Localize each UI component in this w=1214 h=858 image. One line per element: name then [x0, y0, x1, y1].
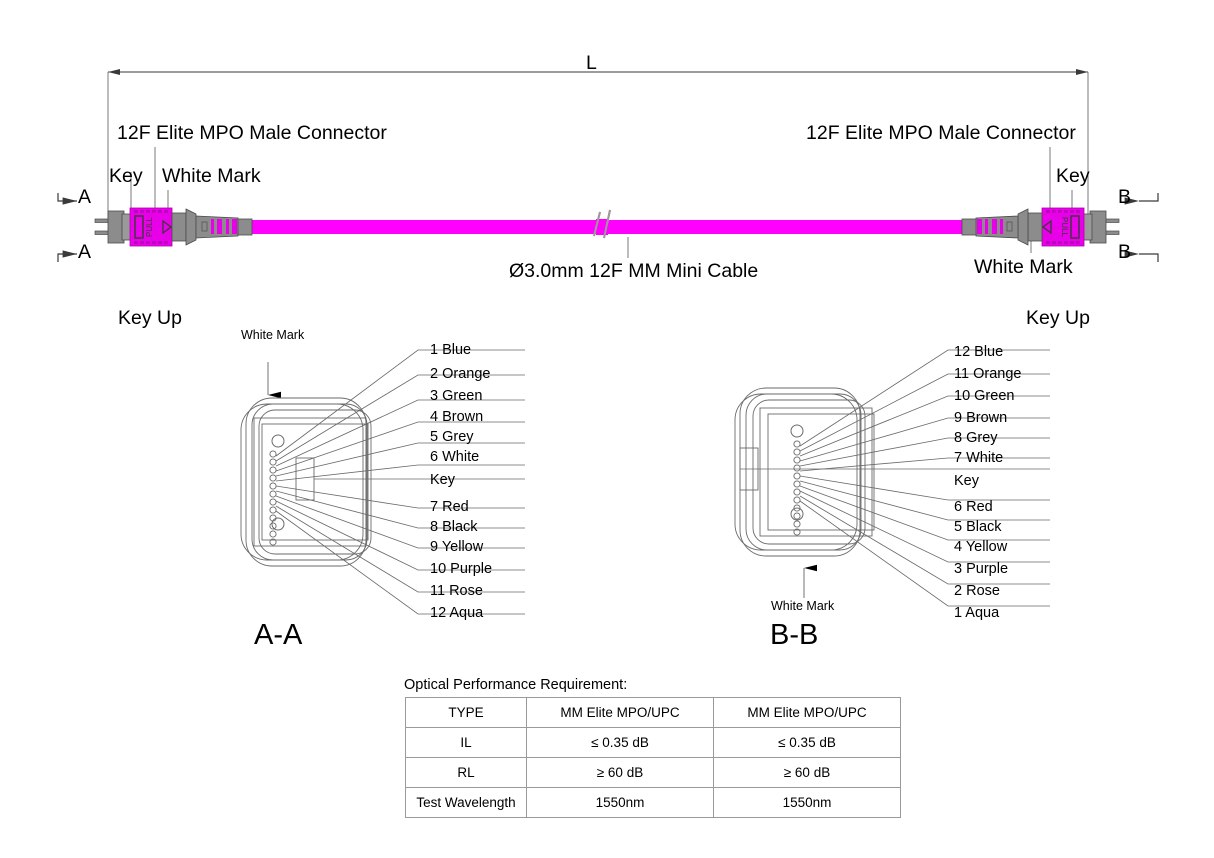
left-connector-label: 12F Elite MPO Male Connector — [117, 122, 387, 144]
table-cell-rl-label: RL — [406, 758, 527, 788]
section-a-fiber-label-2: 2 Orange — [430, 366, 491, 382]
section-a-fiber-label-8: 8 Black — [430, 519, 478, 535]
section-b-fiber-label-12: 1 Aqua — [954, 605, 1000, 621]
section-marker-a-top — [58, 193, 77, 201]
table-cell-wavelength-a: 1550nm — [527, 788, 714, 818]
dimension-label-L: L — [586, 52, 597, 74]
section-a-fiber-label-10: 10 Purple — [430, 561, 493, 577]
right-connector — [962, 208, 1119, 246]
section-b-fiber-label-2: 11 Orange — [954, 366, 1022, 382]
table-cell-il-b: ≤ 0.35 dB — [714, 728, 901, 758]
table-header-end-a: MM Elite MPO/UPC — [527, 698, 714, 728]
table-cell-il-label: IL — [406, 728, 527, 758]
section-a-fiber-label-3: 3 Green — [430, 388, 483, 404]
table-cell-rl-a: ≥ 60 dB — [527, 758, 714, 788]
section-a-fiber-label-5: 5 Grey — [430, 429, 474, 445]
table-row — [406, 788, 901, 818]
section-b-fiber-label-10: 3 Purple — [954, 561, 1009, 577]
section-marker-a-bottom-label: A — [78, 241, 92, 263]
right-connector-label: 12F Elite MPO Male Connector — [806, 122, 1076, 144]
section-b-fiber-label-7: 6 Red — [954, 499, 993, 515]
section-a-fiber-label-9: 9 Yellow — [430, 539, 484, 555]
cable-label: Ø3.0mm 12F MM Mini Cable — [509, 260, 759, 282]
section-b-fiber-label-1: 12 Blue — [954, 344, 1004, 360]
section-a-title: A-A — [254, 619, 303, 651]
section-marker-b-top-label: B — [1118, 186, 1132, 208]
section-b-key-label: Key — [954, 473, 979, 489]
section-a-key-label: Key — [430, 472, 455, 488]
section-b-title: B-B — [770, 619, 819, 651]
table-row — [406, 758, 901, 788]
section-a-fiber-label-4: 4 Brown — [430, 409, 484, 425]
section-b-fiber-label-11: 2 Rose — [954, 583, 1000, 599]
pull-tab-text-right: PULL — [1060, 216, 1069, 238]
right-white-mark-label: White Mark — [974, 256, 1073, 278]
section-b-fiber-label-4: 9 Brown — [954, 410, 1008, 426]
section-b-fiber-label-5: 8 Grey — [954, 430, 998, 446]
section-a-key-tab — [296, 458, 314, 500]
table-header-row — [406, 698, 901, 728]
table-cell-rl-b: ≥ 60 dB — [714, 758, 901, 788]
cable-assembly-view — [0, 0, 1214, 300]
section-marker-a-top-label: A — [78, 186, 92, 208]
section-a-fiber-label-6: 6 White — [430, 449, 480, 465]
left-key-label: Key — [109, 165, 143, 187]
section-marker-b-bottom — [1139, 254, 1158, 262]
section-b-fiber-label-6: 7 White — [954, 450, 1004, 466]
section-marker-a-bottom — [58, 254, 77, 262]
table-cell-wavelength-b: 1550nm — [714, 788, 901, 818]
spec-table-caption: Optical Performance Requirement: — [404, 677, 628, 693]
table-header-end-b: MM Elite MPO/UPC — [714, 698, 901, 728]
pull-tab-text-left: PULL — [145, 216, 154, 238]
section-b-fiber-label-8: 5 Black — [954, 519, 1002, 535]
section-a-fiber-label-12: 12 Aqua — [430, 605, 484, 621]
left-connector — [95, 208, 252, 246]
section-b-orientation-label: Key Up — [1026, 307, 1090, 329]
right-key-label: Key — [1056, 165, 1090, 187]
table-header-type: TYPE — [406, 698, 527, 728]
section-a-fiber-label-11: 11 Rose — [430, 583, 483, 599]
section-marker-b-bottom-label: B — [1118, 241, 1132, 263]
section-a-fiber-label-7: 7 Red — [430, 499, 469, 515]
dimension-line-L — [108, 72, 1088, 218]
table-cell-il-a: ≤ 0.35 dB — [527, 728, 714, 758]
section-a-white-mark-label: White Mark — [241, 328, 305, 342]
left-white-mark-label: White Mark — [162, 165, 261, 187]
table-row — [406, 728, 901, 758]
section-a-orientation-label: Key Up — [118, 307, 182, 329]
section-b-fiber-label-3: 10 Green — [954, 388, 1015, 404]
section-b-fiber-label-9: 4 Yellow — [954, 539, 1008, 555]
table-cell-wavelength-label: Test Wavelength — [406, 788, 527, 818]
section-b-white-mark-label: White Mark — [771, 599, 835, 613]
section-marker-b-top — [1139, 193, 1158, 201]
spec-table — [405, 697, 901, 818]
section-a-fiber-label-1: 1 Blue — [430, 342, 472, 358]
section-b-diagram — [720, 340, 1050, 640]
